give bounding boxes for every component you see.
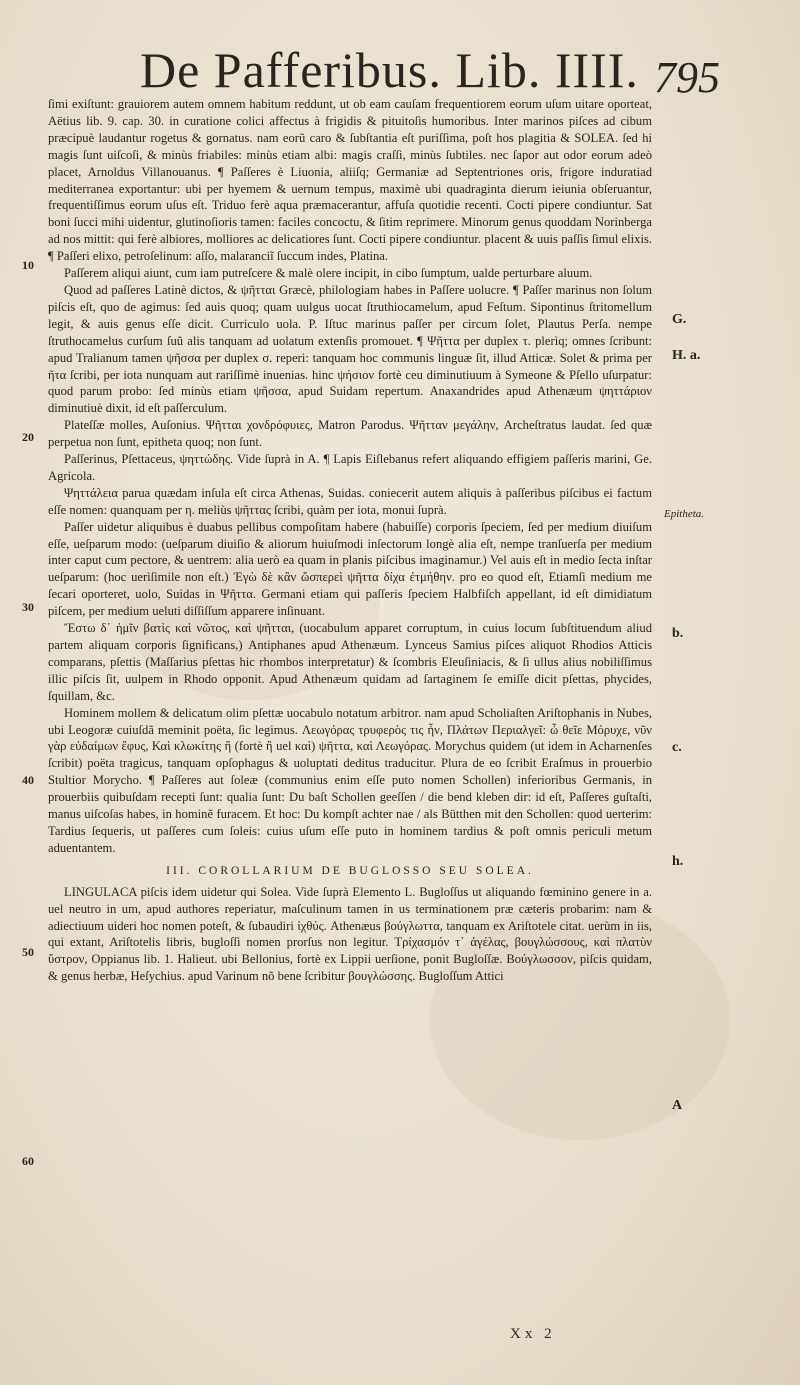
paragraph: Quod ad paſſeres Latinè dictos, & ψῆτται Græcè, philologiam habes in Paſſere uolucre. ¶ Paſſer marinus non ſolum piſcis eſt, quo de agimus: ſed auis quoq; quam uulgus uocat ſtruthiocamelum, apud Feſtum. Sipontinus ſtritomellum legit, & auis genus eſſe dicit. Curriculo uola. P. Iſtuc marinus paſſer per circum ſolet, Plautus Perſa. nempe ſtruthocamelus curſum ſuũ alis tanquam ad uolatum extenſis promouet. ¶ Ψῆττα per duplex τ. plerìq; omnes ſcribunt: apud Tralianum tamen ψῆσσα per duplex σ. reperi: tanquam hoc communis linguæ ſit, illud Atticæ. Solet & prima per ῆτα ſcribi, per iota nunquam aut rariſſimè inuenias. hinc ψήσιον fortè ceu diminutiuum à Symeone & Pſello uſurpatur: quod parum probo: ſed minùs etiam ψῆσσα, apud Suidam repertum. Anaxandrides apud Athenæum ψηττάριον diminutiuè dixit, id eſt paſſerculum. (48, 282, 652, 416)
text-body (48, 96, 652, 985)
paragraph: Hominem mollem & delicatum olim pſettæ uocabulo notatum arbitror. nam apud Scholiaſten Ariſtophanis in Nubes, ubi Leogoræ cuiuſdã meminit poëta, ſic legimus. Λεωγόρας τρυφερὸς τις ἦν, Πλάτων Περιαλγεῖ: ὦ θεῖε Μόρυχε, νῦν γὰρ εὐδαίμων ἔφυς, Καὶ κλωκίτης ἢ (fortè ἢ uel καὶ) ψῆττα, καὶ Λεωγόρας. Morychus quidem (ut idem in Acharnenſes ſcribit) poëta tragicus, tanquam opſophagus & uoluptati deditus traducitur. Plura de eo ſcribit Eraſmus in prouerbio Stultior Morycho. ¶ Paſſeres aut ſoleæ (communius enim eſſe puto nomen Schollen) inferioribus Germanis, in prouerbiis quibuſdam recepti ſunt: qualia ſunt: Du baſt Schollen geeſſen / die bend kleben dir: id eſt, Paſſeres guſtaſti, manus uiſcoſas habes, in hominẽ furacem. Et hoc: Du kompſt achter nae / als Bütthen mit den Schollen: quod uerterim: Tardius ſequeris, ut paſſeres cum ſoleis: cuius uſum eſſe puto in hominem tardius & poſt omnis periculi metum aduentantem. (48, 705, 652, 855)
line-number: 20 (22, 430, 34, 444)
paragraph: Paſſerem aliqui aiunt, cum iam putreſcere & malè olere incipit, in cibo ſumptum, ualde perturbare aluum. (64, 266, 593, 281)
paragraph: ſimi exiſtunt: grauiorem autem omnem habitum reddunt, ut ob eam cauſam frequentiorem eorum uſum uitare oporteat, Aëtius lib. 9. cap. 30. in curatione colici affectus à frigidis & pituitoſis humoribus. Inter marinos piſces ad cibum præcipuè laudantur rogetus & gornatus. nam eorũ caro & ſubſtantia eſt puriſſima, poſt hos plagitia & SOLEA. ſed hi magis ſunt uiſcoſi, & minùs friabiles: minùs etiam albi: magis craſſi, minùs ſubtiles. nec ſapor aut odor eorum adeò placet, Arnoldus Villanouanus. ¶ Paſſeres è Liuonia, aliiſq; Germaniæ ad Septentriones oris, frigore induratiad mediterranea exportantur: ubi per hyemem & uernum tempus, maximè ubi quadraginta dierum ieiunia obſeruantur, frequentiſſimus eorum uſus eſt. Triduo ferè aqua præmacerantur, affuſa quotidie recenti. Cocti pipere condiuntur. Sat boni ſucci mihi uidentur, glutinoſioris tamen: faciles concoctu, & ſitim reprimere. Minorum genus quoddam Norinberga ad nos mittit: qui ferè albiores, molliores ac delicatiores ſunt. Cocti pipere condiuntur. placent & uuis paſſis ſimul elixis. ¶ Paſſeri elixo, petroſelinum: aſſo, malaranciĩ ſuccum indes, Platina. (48, 97, 652, 264)
paragraph: Paſſer uidetur aliquibus è duabus pellibus compoſitam habere (habuiſſe) corporis ſpeciem, ſed per medium diuiſum eſſe, ueſparum modo: (ueſparum diuiſio & aliorum huiuſmodi inſectorum longè alia eſt, nempe tranſuerſa per medium inter caput cum pectore, & uentrem: alia uerò ea quam in planis piſcibus imaginamur.) Vel auis eſt in medio ſecta inſtar ueſparum: (hoc uerìſimile non eſt.) Ἐγὼ δὲ κἂν ὥσπερεὶ ψῆττα δίχα ἐτμήθην. pro eo quod eſt, Etiamſi medium me ſecari oporteret, uolo, Suidas in Ψῆττα. Germani etiam qui paſſeris ſpeciem Halbfiſch appellant, id eſt dimidiatum piſcem, per medium ueluti diſſiſſum apparere inſinuant. (48, 519, 652, 619)
page-header (90, 40, 720, 102)
margin-letter: h. (672, 854, 684, 869)
paragraph: Plateſſæ molles, Auſonius. Ψῆτται χονδρόφυιες, Matron Parodus. Ψῆτταν μεγάλην, Archeſtratus laudat. ſed quæ perpetua non ſunt, epitheta quoq; non ſunt. (48, 418, 652, 450)
paragraph: Ψηττάλεια parua quædam inſula eſt circa Athenas, Suidas. coniecerit autem aliquis à paſſeribus piſcibus ei factum eſſe nomen: quanquam per η. meliùs ψῆττας ſcribi, quàm per iota, monui ſuprà. (48, 485, 652, 517)
line-number: 60 (22, 1154, 34, 1168)
folio-number: 795 (654, 53, 720, 102)
paragraph: Paſſerinus, Pſettaceus, ψηττώδης. Vide ſuprà in A. ¶ Lapis Eiſlebanus refert aliquando effigiem paſſeris marini, Ge. Agricola. (48, 452, 652, 483)
paragraph: LINGULACA piſcis idem uidetur qui Solea. Vide ſuprà Elemento L. Bugloſſus ut aliquando fœminino genere in a. uel neutro in um, apud authores reperiatur, maſculinum tamen in us terminationem præ cæteris probarim: nam & adiectiuum uideri hoc nomen poteſt, & ſubaudiri ἰχθύς. Athenæus βούγλωττα, tanquam ex Ariſtotele citat. uerùm in iis, qui extant, Ariſtotelis libris, bugloſſi nomen prorſus non legitur. Τρίχασμόν τ᾽ ἀγέλας, βουγλώσσους, καὶ πλατὺν ὕστρον, Oppianus lib. 1. Halieut. ubi Bellonius, fortè ex Lippii uerſione, ponit Bugloſſæ. Βούγλωσσον, piſcis quidam, & genus herbæ, Heſychius. apud Varinum nõ bene ſcribitur βουγλώσσης. Bugloſſum Attici (48, 884, 652, 984)
margin-letter: A (672, 1098, 683, 1113)
margin-letter: b. (672, 626, 684, 641)
margin-letter: G. (672, 312, 687, 327)
margin-letter: c. (672, 740, 682, 755)
paragraph: Ἔστω δ᾽ ἡμῖν βατὶς καὶ νῶτος, καὶ ψῆτται, (uocabulum apparet corruptum, in cuius locum ſubſtituendum aliud partem aliquam corporis ſignificans,) Antiphanes apud Athenæum. Lynceus Samius piſces aliquot Rhodios Atticis comparans, pſettis (Maſſarius pſettas hic rhombos interpretatur) & ſcombris Eleuſiniacis, & ſi ullus alius nobiliſſimus illic piſcis ſit, uulpem in Rhodo opponit. Apud Athenæum quidam ad ſartaginem ſe emiſſe dicit pſettas, phycides, ſquillam, &c. (48, 621, 652, 703)
margin-note: Epitheta. (664, 508, 705, 520)
signature-mark: Xx 2 (510, 1326, 556, 1342)
line-number: 40 (22, 773, 34, 787)
line-number: 10 (22, 258, 34, 272)
line-number: 30 (22, 600, 34, 614)
running-title: De Pafferibus. Lib. IIII. (140, 42, 639, 98)
line-number: 50 (22, 945, 34, 959)
section-heading: III. COROLLARIUM DE BUGLOSSO SEU SOLEA. (166, 864, 534, 877)
margin-letter: H. a. (672, 348, 701, 363)
